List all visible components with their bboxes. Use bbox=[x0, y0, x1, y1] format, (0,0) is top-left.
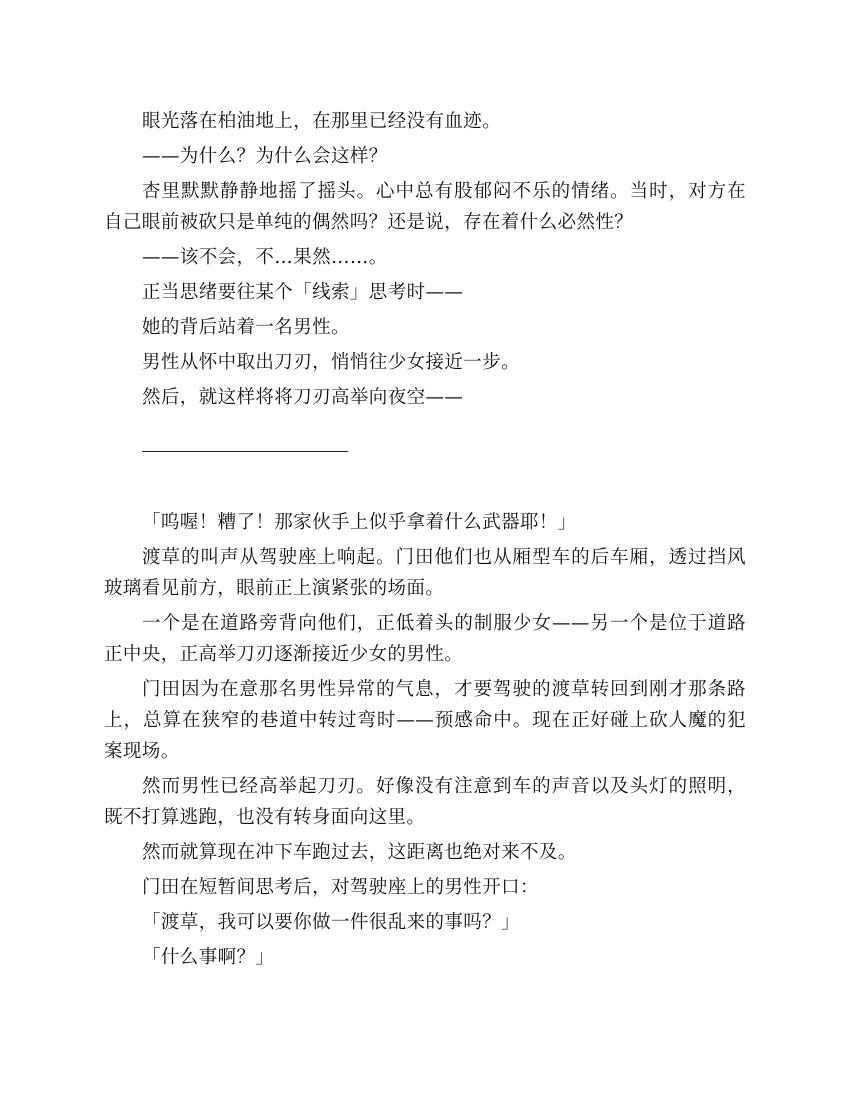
document-page bbox=[104, 106, 746, 973]
section-1 bbox=[104, 106, 746, 413]
paragraph: 眼光落在柏油地上，在那里已经没有血迹。 bbox=[142, 111, 502, 132]
paragraph: 男性从怀中取出刀刃，悄悄往少女接近一步。 bbox=[142, 352, 521, 373]
paragraph: 杏里默默静静地摇了摇头。心中总有股郁闷不乐的情绪。当时，对方在自己眼前被砍只是单纯的偶然吗？还是说，存在着什么必然性？ bbox=[104, 181, 746, 233]
paragraph: 正当思绪要往某个「线索」思考时—— bbox=[142, 282, 464, 303]
paragraph: 门田因为在意那名男性异常的气息，才要驾驶的渡草转回到刚才那条路上，总算在狭窄的巷道中转过弯时——预感命中。现在正好碰上砍人魔的犯案现场。 bbox=[104, 679, 746, 762]
paragraph: 她的背后站着一名男性。 bbox=[142, 317, 350, 338]
paragraph: 然而就算现在冲下车跑过去，这距离也绝对来不及。 bbox=[142, 842, 577, 863]
section-2 bbox=[104, 507, 746, 973]
paragraph: 「什么事啊？」 bbox=[142, 947, 275, 968]
paragraph: 一个是在道路旁背向他们，正低着头的制服少女——另一个是位于道路正中央，正高举刀刃逐渐接近少女的男性。 bbox=[104, 613, 746, 665]
paragraph: ——该不会，不…果然……。 bbox=[142, 247, 388, 268]
paragraph: 「渡草，我可以要你做一件很乱来的事吗？」 bbox=[142, 912, 521, 933]
paragraph: 门田在短暂间思考后，对驾驶座上的男性开口： bbox=[142, 877, 539, 898]
paragraph: 然后，就这样将将刀刃高举向夜空—— bbox=[142, 387, 464, 408]
paragraph: 然而男性已经高举起刀刃。好像没有注意到车的声音以及头灯的照明，既不打算逃跑，也没有转身面向这里。 bbox=[104, 776, 746, 828]
paragraph: ——为什么？为什么会这样？ bbox=[142, 146, 388, 167]
paragraph: 渡草的叫声从驾驶座上响起。门田他们也从厢型车的后车厢，透过挡风玻璃看见前方，眼前正上演紧张的场面。 bbox=[104, 547, 746, 599]
scene-divider bbox=[142, 451, 348, 452]
paragraph: 「呜喔！糟了！那家伙手上似乎拿着什么武器耶！」 bbox=[142, 512, 577, 533]
